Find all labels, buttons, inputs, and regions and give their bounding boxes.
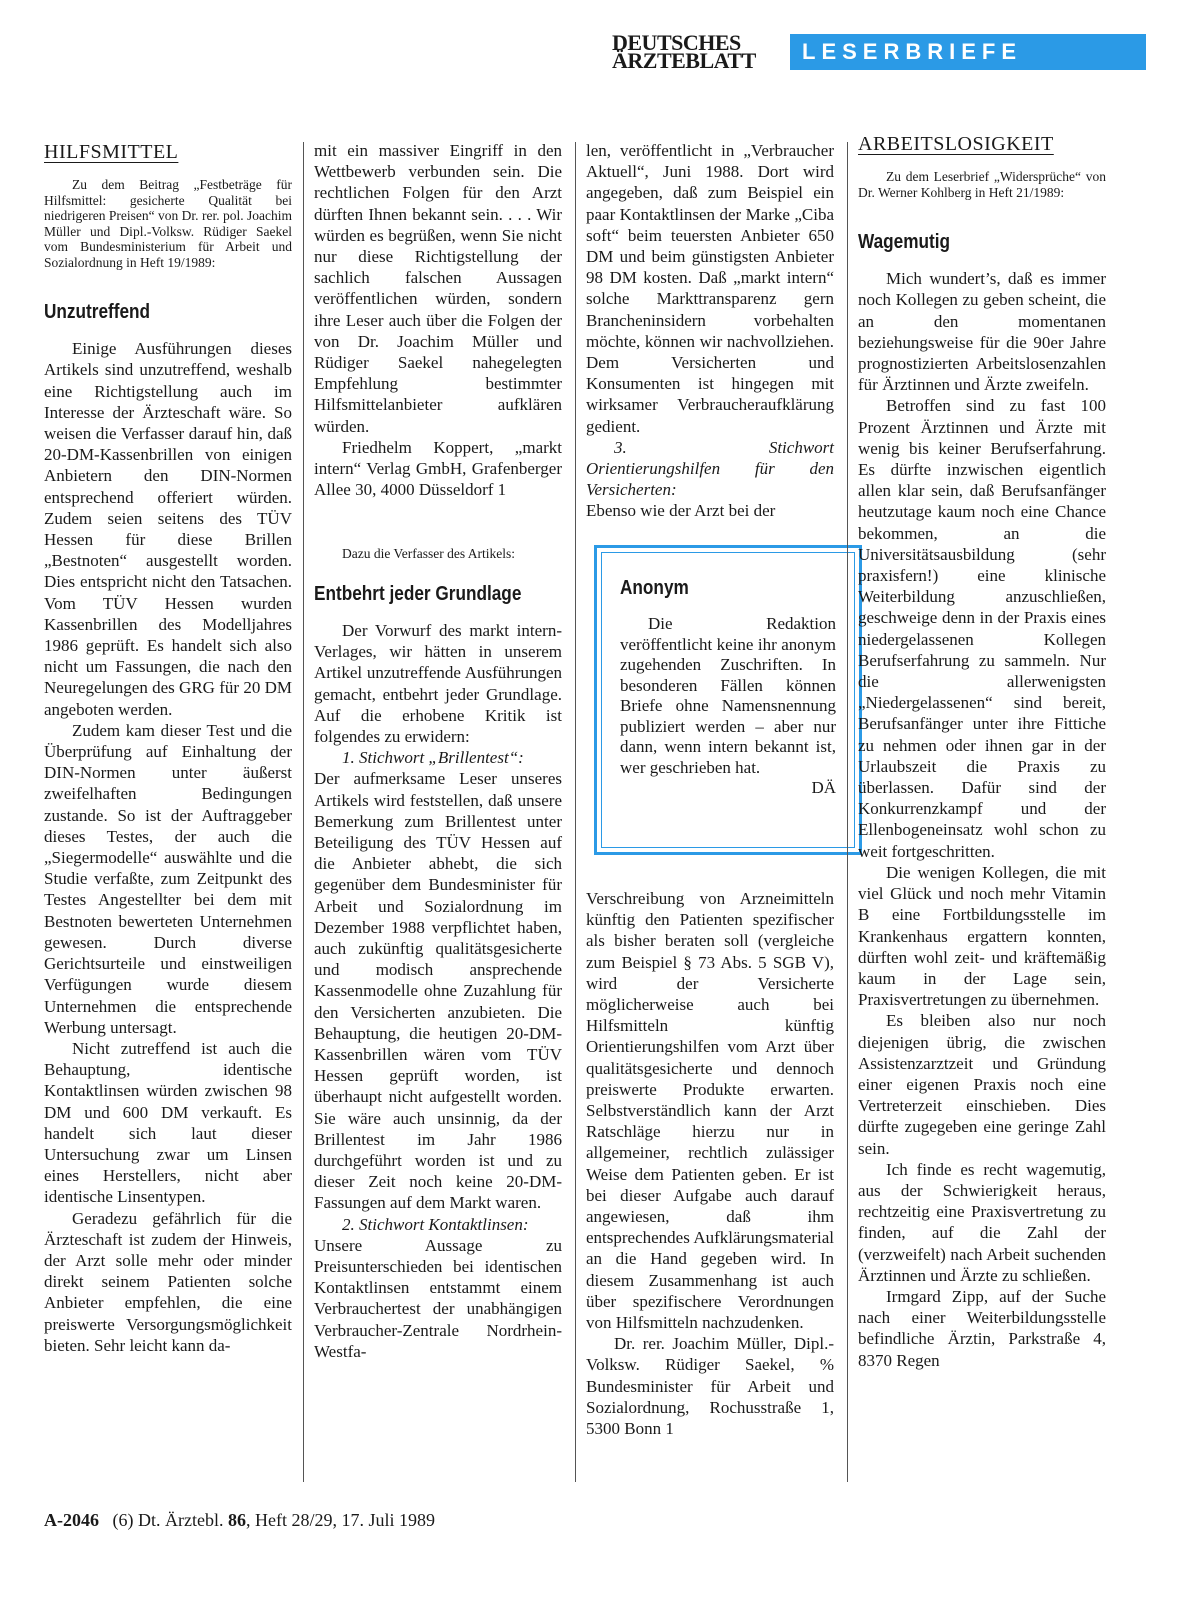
keyword-heading: 3. Stichwort Orientierungshilfen für den Versicherten: [586, 437, 834, 500]
letter-signature: Irmgard Zipp, auf der Suche nach einer Weiterbildungsstelle befindliche Ärztin, Parkstraße 4, 8370 Regen [858, 1286, 1106, 1370]
headline-entbehrt: Entbehrt jeder Grundlage [314, 582, 522, 605]
keyword-heading: 2. Stichwort Kontaktlinsen: [342, 1214, 529, 1234]
keyword-heading: 1. Stichwort „Brillentest“: [342, 748, 524, 768]
paragraph: Ich finde es recht wagemutig, aus der Schwierigkeit heraus, rechtzeitig eine Praxisvertretung zu finden, auf die Zahl der (verzweifelt) nach Arbeit suchenden Ärztinnen und Ärzte zu schließen. [858, 1159, 1106, 1285]
paragraph: Nicht zutreffend ist auch die Behauptung, identische Kontaktlinsen würden zwischen 98 DM und 600 DM verkauft. Es handelt sich laut dieser Untersuchung zwar um Linsen eines Herstellers, nicht aber identische Linsentypen. [44, 1038, 292, 1207]
column-2 [314, 140, 562, 1362]
rubric-arbeitslosigkeit: ARBEITSLOSIGKEIT [858, 133, 1054, 155]
paragraph: Unsere Aussage zu Preisunterschieden bei identischen Kontaktlinsen entstammt einem Verbrauchertest der unabhängigen Verbraucher-Zentrale Nordrhein-Westfa- [314, 1235, 562, 1361]
paragraph: len, veröffentlicht in „Verbraucher Aktuell“, Juni 1988. Dort wird angegeben, daß zum Beispiel ein paar Kontaktlinsen der Marke „Ciba soft“ beim teuersten Anbieter 650 DM und beim günstigsten Anbieter 98 DM kosten. Daß „markt intern“ solche Markttransparenz gern Brancheninsidern vorbehalten möchte, können wir nachvollziehen. Dem Versicherten und Konsumenten ist hingegen mit wirksamer Verbraucheraufklärung gedient. [586, 141, 834, 436]
citation-suffix: , Heft 28/29, 17. Juli 1989 [245, 1510, 435, 1530]
headline-wagemutig: Wagemutig [858, 231, 951, 254]
paragraph: Betroffen sind zu fast 100 Prozent Ärztinnen und Ärzte mit wenig bis keiner Berufserfahrung. Es dürfte inzwischen eigentlich allen klar sein, daß Berufsanfänger heutzutage kaum noch eine Chance bekommen, an die Universitätsausbildung (sehr praxisfern!) eine klinische Weiterbildung anzuschließen, geschweige denn in der Praxis eines niedergelassenen Kollegen Berufserfahrung zu sammeln. Nur die allerwenigsten „Niedergelassenen“ sind bereit, Berufsanfänger unter ihre Fittiche zu nehmen oder ihnen gar in der Urlaubszeit die Praxis zu überlassen. Dafür sind der Konkurrenzkampf und der Ellenbogeneinsatz wohl schon zu weit fortgeschritten. [858, 396, 1106, 861]
paragraph: Die wenigen Kollegen, die mit viel Glück und noch mehr Vitamin B eine Fortbildungsstelle im Krankenhaus ergattern konnten, dürften wohl zeit- und kräftemäßig kaum in der Lage sein, Praxisvertretungen zu übernehmen. [858, 862, 1106, 1010]
notice-signature: DÄ [811, 778, 836, 797]
paragraph: Verschreibung von Arzneimitteln künftig den Patienten spezifischer als bisher beraten soll (vergleiche zum Beispiel § 73 Abs. 5 SGB V), wird der Versicherte möglicherweise auch bei Hilfsmitteln künftig Orientierungshilfen vom Arzt über qualitätsgesicherte und dennoch preiswerte Produkte erwarten. Selbstverständlich kann der Arzt Ratschläge hierzu nur in allgemeiner, rechtlich zulässiger Weise dem Patienten geben. Er ist bei dieser Aufgabe auch darauf angewiesen, daß ihm entsprechendes Aufklärungsmaterial an die Hand gegeben wird. In diesem Zusammenhang ist auch über spezifischere Verordnungen von Hilfsmitteln nachzudenken. [586, 889, 834, 1333]
letter-reference: Dazu die Verfasser des Artikels: [342, 546, 515, 562]
page-number: A-2046 [44, 1510, 99, 1530]
volume-number: 86 [227, 1510, 246, 1530]
paragraph: Ebenso wie der Arzt bei der [586, 501, 776, 521]
paragraph: Der Vorwurf des markt intern-Verlages, wir hätten in unserem Artikel unzutreffende Ausführungen gemacht, entbehrt jeder Grundlage. Auf die erhobene Kritik ist folgendes zu erwidern: [314, 620, 562, 746]
column-3-continued [586, 888, 834, 1439]
column-4 [858, 132, 1106, 1371]
column-1 [44, 140, 292, 1356]
column-3 [586, 140, 834, 522]
letter-reference: Zu dem Leserbrief „Widersprüche“ von Dr. Werner Kohlberg in Heft 21/1989: [858, 169, 1106, 200]
paragraph: Einige Ausführungen dieses Artikels sind unzutreffend, weshalb eine Richtigstellung auch im Interesse der Ärzteschaft wäre. So weisen die Verfasser darauf hin, daß 20-DM-Kassenbrillen von einigen Anbietern den DIN-Normen entsprechend offeriert würden. Zudem seien seitens des TÜV Hessen für diese Brillen „Bestnoten“ ausgestellt worden. Dies entspricht nicht den Tatsachen. Vom TÜV Hessen wurden Kassenbrillen des Modelljahres 1986 geprüft. Es handelt sich also nicht um Fassungen, die nach den Neuregelungen des GRG für 20 DM angeboten werden. [44, 339, 292, 719]
journal-logo: DEUTSCHES ÄRZTEBLATT [612, 30, 756, 73]
paragraph: Der aufmerksame Leser unseres Artikels wird feststellen, daß unsere Bemerkung zum Brillentest unter Beteiligung des TÜV Hessen auf die Anbieter abhebt, die sich gegenüber dem Bundesminister für Arbeit und Sozialordnung im Dezember 1988 verpflichtet haben, auch zukünftig qualitätsgesicherte und modisch ansprechende Kassenmodelle ohne Zuzahlung für den Versicherten anzubieten. Die Behauptung, die heutigen 20-DM-Kassenbrillen wären vom TÜV Hessen geprüft worden, ist überhaupt nicht aufgestellt worden. Sie wäre auch unsinnig, da der Brillentest im Jahr 1986 durchgeführt worden ist und zu dieser Zeit noch keine 20-DM-Fassungen auf dem Markt waren. [314, 769, 562, 1213]
paragraph: Mich wundert’s, daß es immer noch Kollegen zu geben scheint, die an den momentanen beziehungsweise für die 90er Jahre prognostizierten Arbeitslosenzahlen für Ärztinnen und Ärzte zweifeln. [858, 269, 1106, 395]
notice-title: Anonym [620, 577, 689, 599]
paragraph: Es bleiben also nur noch diejenigen übrig, die zwischen Assistenzarztzeit und Gründung einer eigenen Praxis noch eine Vertreterzeit einschieben. Dies dürfte zugegeben eine geringe Zahl sein. [858, 1011, 1106, 1158]
paragraph: Geradezu gefährlich für die Ärzteschaft ist zudem der Hinweis, der Arzt solle mehr oder minder direkt seinem Patienten solche Anbieter empfehlen, die eine preiswerte Versorgungsmöglichkeit bieten. Sehr leicht kann da- [44, 1208, 292, 1355]
headline-unzutreffend: Unzutreffend [44, 301, 151, 324]
column-divider [575, 142, 576, 1482]
notice-text: Die Redaktion veröffentlicht keine ihr anonym zugehenden Zuschriften. In besonderen Fällen können Briefe ohne Namensnennung publiziert werden – aber nur dann, wenn intern bekannt ist, wer geschrieben hat. [620, 614, 836, 777]
section-banner: LESERBRIEFE [790, 34, 1146, 70]
masthead [612, 30, 1150, 74]
column-divider [303, 142, 304, 1482]
letter-signature: Friedhelm Koppert, „markt intern“ Verlag GmbH, Grafenberger Allee 30, 4000 Düsseldorf 1 [314, 437, 562, 500]
page-footer [44, 1510, 435, 1531]
letter-signature: Dr. rer. Joachim Müller, Dipl.-Volksw. Rüdiger Saekel, % Bundesminister für Arbeit und Sozialordnung, Rochusstraße 1, 5300 Bonn 1 [586, 1334, 834, 1439]
citation-prefix: (6) Dt. Ärztebl. [112, 1510, 224, 1530]
rubric-hilfsmittel: HILFSMITTEL [44, 141, 179, 163]
letter-reference: Zu dem Beitrag „Festbeträge für Hilfsmittel: gesicherte Qualität bei niedrigeren Preisen“ von Dr. rer. pol. Joachim Müller und Dipl.-Volksw. Rüdiger Saekel vom Bundesministerium für Arbeit und Sozialordnung in Heft 19/1989: [44, 177, 292, 270]
notice-box-anonym [594, 545, 862, 855]
paragraph: mit ein massiver Eingriff in den Wettbewerb verbunden sein. Die rechtlichen Folgen für den Arzt dürften Ihnen bekannt sein. . . . Wir würden es begrüßen, wenn Sie nicht nur diese Richtigstellung der sachlich falschen Aussagen veröffentlichen würden, sondern ihre Leser auch über die Folgen der von Dr. Joachim Müller und Rüdiger Saekel nahegelegten Empfehlung bestimmter Hilfsmittelanbieter aufklären würden. [314, 141, 562, 436]
paragraph: Zudem kam dieser Test und die Überprüfung auf Einhaltung der DIN-Normen unter äußerst zweifelhaften Bedingungen zustande. So ist der Auftraggeber dieses Testes, der auch die „Siegermodelle“ auswählte und die Studie verfaßte, zum Zeitpunkt des Testes Angestellter bei dem mit Bestnoten bewerteten Unternehmen gewesen. Durch diverse Gerichtsurteile und einstweiligen Verfügungen wurde diesem Unternehmen die entsprechende Werbung untersagt. [44, 720, 292, 1037]
column-divider [847, 142, 848, 1482]
